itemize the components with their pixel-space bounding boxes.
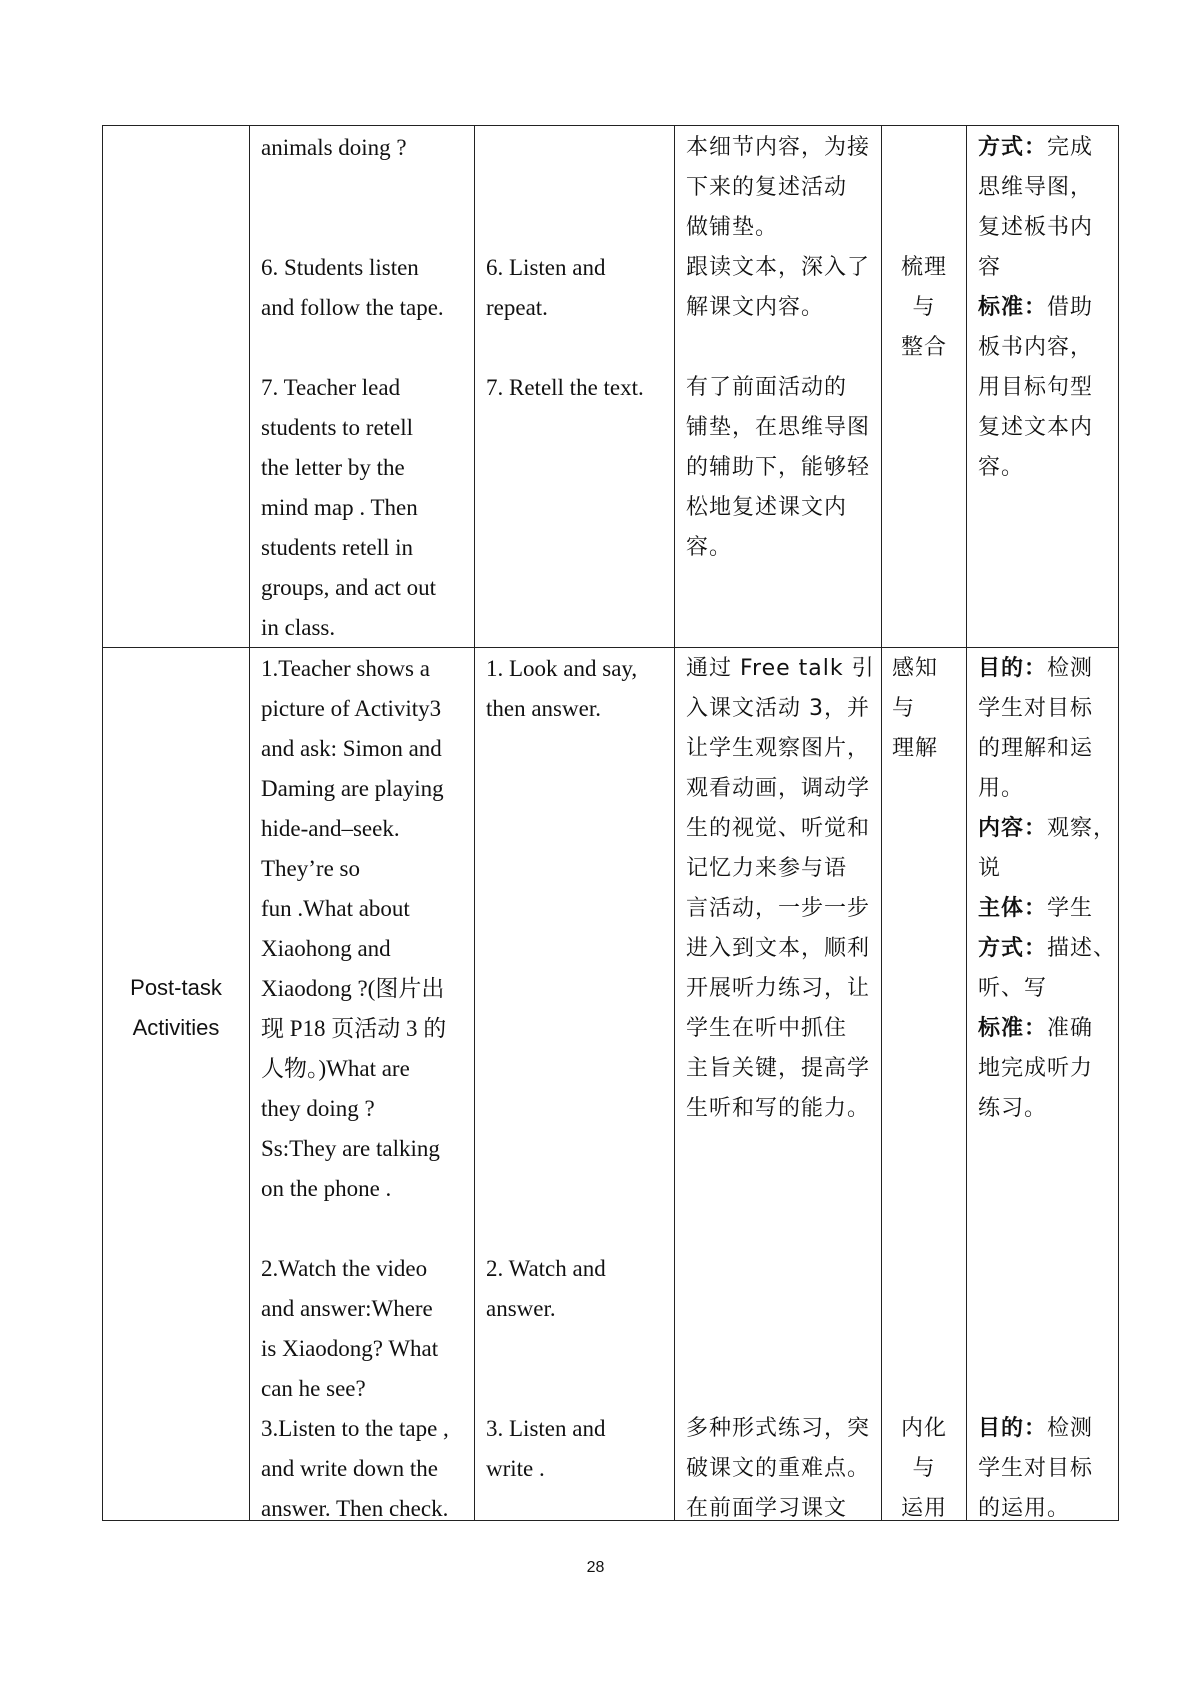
stage-cell: Post-task Activities: [130, 975, 222, 1040]
student-activity-cell: 1. Look and say, then answer.: [486, 656, 638, 721]
teacher-activity-cell: 6. Students listen and follow the tape.: [261, 255, 444, 320]
ability-cell: 感知 与 理解: [892, 656, 939, 761]
evaluation-cell: [978, 1409, 1118, 1529]
evaluation-item: 内容：观察， 说: [978, 816, 1117, 881]
evaluation-item: 方式：完成 思维导图， 复述板书内 容: [978, 135, 1094, 280]
design-purpose-cell: 有了前面活动的 铺垫，在思维导图 的辅助下，能够轻 松地复述课文内 容。: [686, 375, 871, 560]
teacher-activity-cell: animals doing ?: [261, 135, 407, 160]
evaluation-cell: [978, 128, 1118, 488]
student-activity-cell: 6. Listen and repeat.: [486, 255, 606, 320]
ability-cell: 梳理 与 整合: [900, 255, 947, 360]
evaluation-item: 主体：学生: [978, 896, 1094, 921]
design-purpose-cell: 多种形式练习，突 破课文的重难点。 在前面学习课文: [686, 1416, 871, 1521]
row-divider: [103, 647, 1118, 648]
design-purpose-cell: 跟读文本，深入了 解课文内容。: [686, 255, 871, 320]
evaluation-cell: [978, 649, 1118, 1129]
ability-cell: 内化 与 运用: [900, 1416, 947, 1521]
teacher-activity-cell: 2.Watch the video and answer:Where is Xiaodong? What can he see?: [261, 1256, 439, 1401]
column-divider: [966, 126, 967, 1520]
evaluation-item: 标准：借助 板书内容， 用目标句型 复述文本内 容。: [978, 295, 1094, 480]
design-purpose-cell: 本细节内容，为接 下来的复述活动 做铺垫。: [686, 135, 871, 240]
column-divider: [674, 126, 675, 1520]
evaluation-item: 标准：准确 地完成听力 练习。: [978, 1016, 1094, 1121]
design-purpose-cell: 通过 Free talk 引 入课文活动 3，并 让学生观察图片， 观看动画，调动学 生的视觉、听觉和 记忆力来参与语 言活动，一步一步 进入到文本，顺利 开展听力练习，让 学生在听中抓住 主旨关键，提高学 生听和写的能力。: [686, 656, 875, 1121]
lesson-plan-table: [102, 125, 1119, 1521]
column-divider: [474, 126, 475, 1520]
teacher-activity-cell: 1.Teacher shows a picture of Activity3 and ask: Simon and Daming are playing hide-and–seek. They’re so fun .What about Xiaohong and Xiaodong ?(图片出 现 P18 页活动 3 的 人物。)What are they doing ? Ss:They are talking on the phone .: [261, 656, 447, 1201]
evaluation-item: 目的：检测 学生对目标 的理解和运 用。: [978, 656, 1094, 801]
student-activity-cell: 7. Retell the text.: [486, 375, 644, 400]
evaluation-item: 方式：描述、 听、写: [978, 936, 1117, 1001]
student-activity-cell: 2. Watch and answer.: [486, 1256, 606, 1321]
student-activity-cell: 3. Listen and write .: [486, 1416, 606, 1481]
column-divider: [249, 126, 250, 1520]
teacher-activity-cell: 7. Teacher lead students to retell the letter by the mind map . Then students retell in groups, and act out in class.: [261, 375, 437, 640]
teacher-activity-cell: 3.Listen to the tape , and write down the answer. Then check.: [261, 1416, 449, 1521]
page-number: 28: [586, 1559, 605, 1576]
evaluation-item: 目的：检测 学生对目标 的运用。: [978, 1416, 1094, 1521]
